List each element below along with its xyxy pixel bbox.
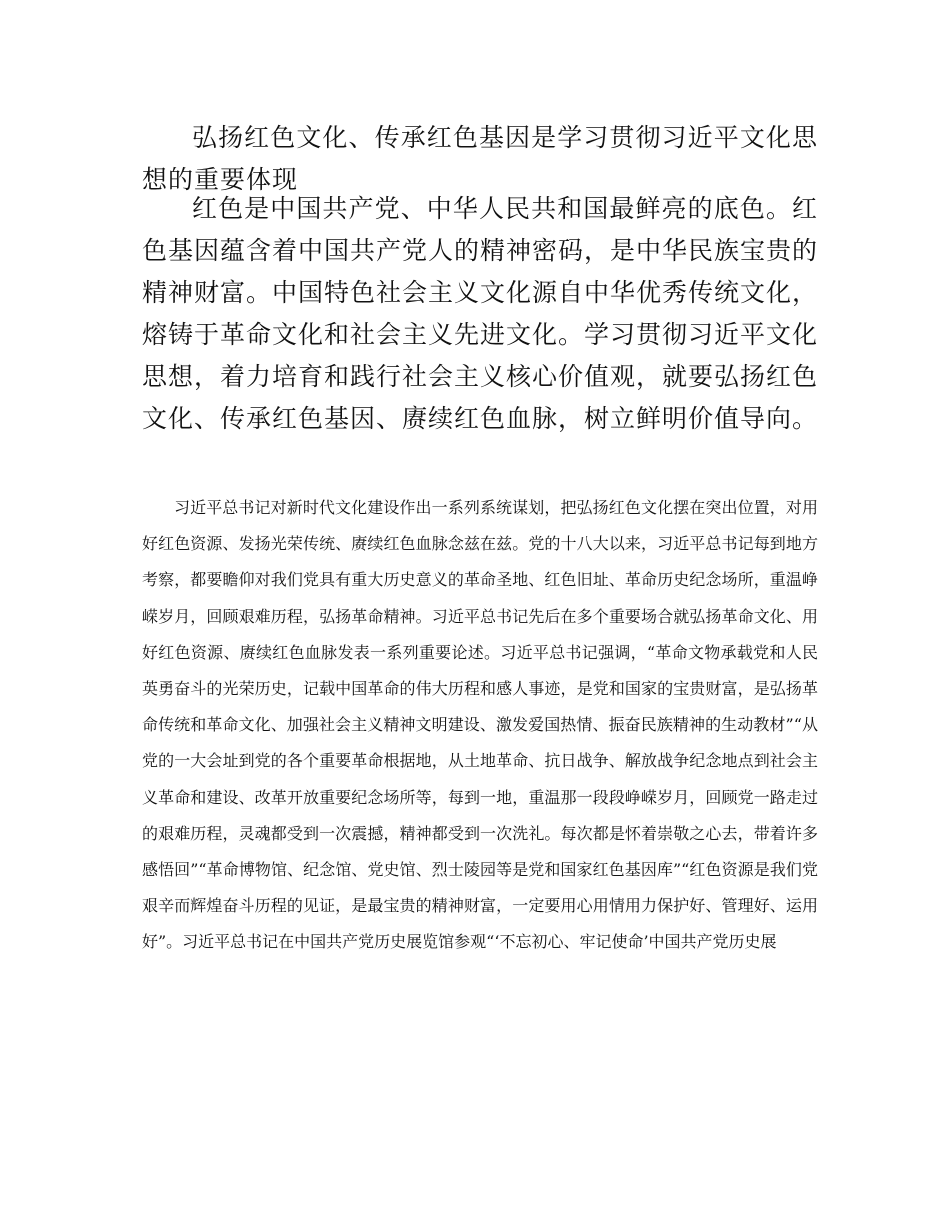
document-title: 弘扬红色文化、传承红色基因是学习贯彻习近平文化思想的重要体现 — [142, 123, 818, 194]
lead-paragraph: 红色是中国共产党、中华人民共和国最鲜亮的底色。红色基因蕴含着中国共产党人的精神密码，是中华民族宝贵的精神财富。中国特色社会主义文化源自中华优秀传统文化，熔铸于革命文化和社会主义先进文化。学习贯彻习近平文化思想，着力培育和践行社会主义核心价值观，就要弘扬红色文化、传承红色基因、赓续红色血脉，树立鲜明价值导向。 — [142, 194, 819, 433]
body-paragraph: 习近平总书记对新时代文化建设作出一系列系统谋划，把弘扬红色文化摆在突出位置，对用好红色资源、发扬光荣传统、赓续红色血脉念兹在兹。党的十八大以来，习近平总书记每到地方考察，都要瞻仰对我们党具有重大历史意义的革命圣地、红色旧址、革命历史纪念场所，重温峥嵘岁月，回顾艰难历程，弘扬革命精神。习近平总书记先后在多个重要场合就弘扬革命文化、用好红色资源、赓续红色血脉发表一系列重要论述。习近平总书记强调，“革命文物承载党和人民英勇奋斗的光荣历史，记载中国革命的伟大历程和感人事迹，是党和国家的宝贵财富，是弘扬革命传统和革命文化、加强社会主义精神文明建设、激发爱国热情、振奋民族精神的生动教材”“从党的一大会址到党的各个重要革命根据地，从土地革命、抗日战争、解放战争纪念地点到社会主义革命和建设、改革开放重要纪念场所等，每到一地，重温那一段段峥嵘岁月，回顾党一路走过的艰难历程，灵魂都受到一次震撼，精神都受到一次洗礼。每次都是怀着崇敬之心去，带着许多感悟回”“革命博物馆、纪念馆、党史馆、烈士陵园等是党和国家红色基因库”“红色资源是我们党艰辛而辉煌奋斗历程的见证，是最宝贵的精神财富，一定要用心用情用力保护好、管理好、运用好”。习近平总书记在中国共产党历史展览馆参观“‘不忘初心、牢记使命’中国共产党历史展 — [142, 498, 818, 952]
